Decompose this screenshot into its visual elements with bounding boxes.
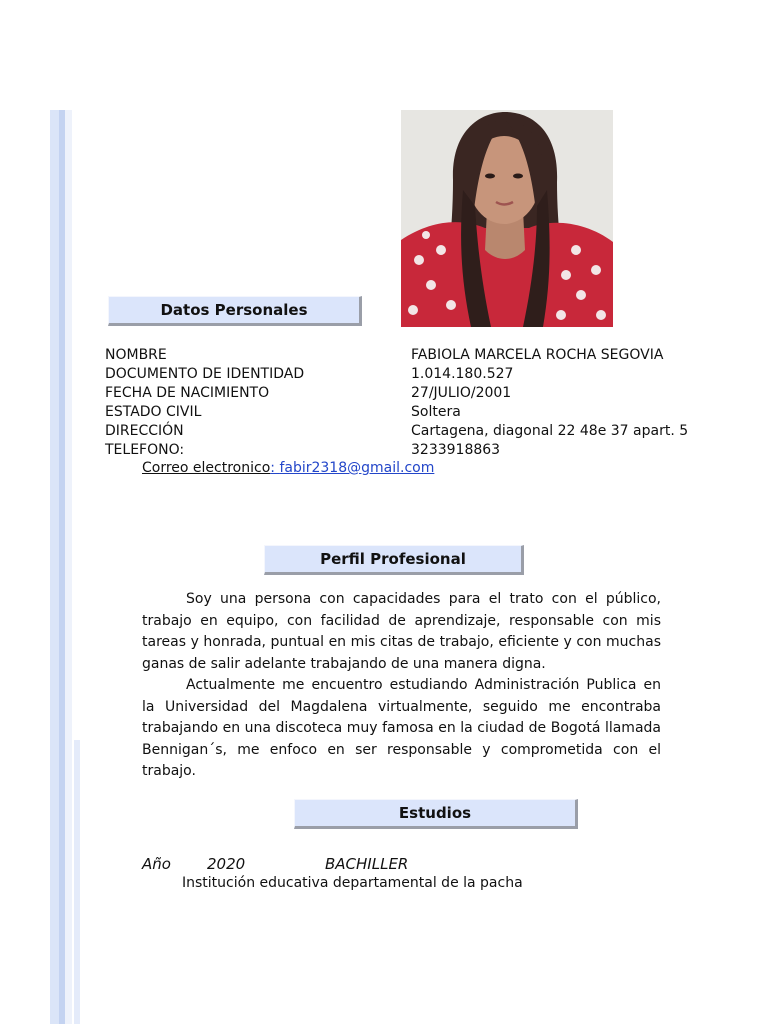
left-stripe-outer [50,110,59,1024]
personal-row-label: ESTADO CIVIL [105,404,202,420]
study-degree: BACHILLER [325,855,409,873]
left-stripe-light [65,110,72,1024]
personal-row-value: Soltera [411,404,461,420]
profile-heading [264,545,524,575]
personal-row-value: 1.014.180.527 [411,366,514,382]
personal-row-label: FECHA DE NACIMIENTO [105,385,270,401]
personal-row-value: Cartagena, diagonal 22 48e 37 apart. 5 [411,423,689,439]
profile-paragraph-2: Actualmente me encuentro estudiando Administración Publica en la Universidad del Magdalena virtualmente, seguido me encontraba trabajando en una discoteca muy famosa en la ciudad de Bogotá llamada Bennigan´s, me enfoco en ser responsable y comprometida con el trabajo. [142,677,661,780]
personal-data-heading-text: Datos Personales [160,301,308,319]
email-line [142,459,434,478]
email-link[interactable]: fabir2318@gmail.com [279,460,435,476]
study-institution: Institución educativa departamental de la pacha [182,875,523,891]
profile-photo [401,110,613,327]
personal-row-value: FABIOLA MARCELA ROCHA SEGOVIA [411,347,664,363]
studies-heading [294,799,578,829]
email-label: Correo electronico [142,460,271,476]
studies-heading-text: Estudios [398,804,472,822]
email-separator: : [270,460,280,476]
personal-row-label: TELEFONO: [105,442,185,458]
profile-paragraph-1: Soy una persona con capacidades para el trato con el público, trabajo en equipo, con facilidad de aprendizaje, responsable con mis tareas y honrada, puntual en mis citas de trabajo, eficiente y con muchas ganas de salir adelante trabajando de una manera digna. [142,591,661,672]
study-year: 2020 [207,855,246,873]
profile-heading-text: Perfil Profesional [320,550,466,568]
left-stripe-line [74,740,80,1024]
personal-data-heading [108,296,362,326]
personal-row-value: 3233918863 [411,442,501,458]
personal-row-label: NOMBRE [105,347,167,363]
personal-row-label: DIRECCIÓN [105,423,184,439]
personal-row-label: DOCUMENTO DE IDENTIDAD [105,366,305,382]
profile-photo-illustration [401,110,613,327]
study-year-label: Año [142,855,171,873]
personal-row-value: 27/JULIO/2001 [411,385,512,401]
